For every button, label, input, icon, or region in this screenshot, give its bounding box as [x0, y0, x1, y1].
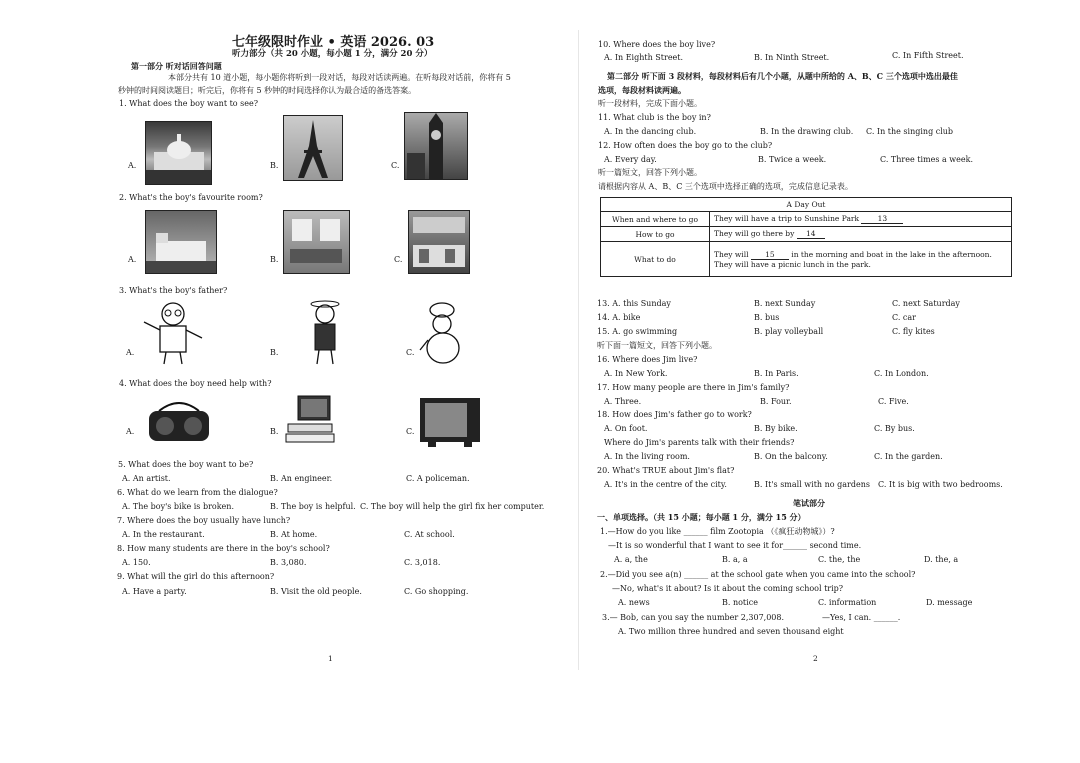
table-row	[601, 242, 1012, 277]
written-question-3-reply: —Yes, I can. ______.	[822, 613, 901, 622]
written-question-1-reply: —It is so wonderful that I want to see it for______ second time.	[608, 541, 862, 550]
q9-option-c: C. Go shopping.	[404, 587, 469, 596]
question-8: 8. How many students are there in the boy's school?	[117, 544, 330, 553]
q16-option-b: B. In Paris.	[754, 369, 799, 378]
q11-option-b: B. In the drawing club.	[760, 127, 854, 136]
w1-option-c: C. the, the	[818, 555, 861, 564]
question-17: 17. How many people are there in Jim's family?	[597, 383, 790, 392]
q15-option-a: 15. A. go swimming	[597, 327, 678, 336]
segment-3-instruction: 听下面一篇短文，回答下列小题。	[597, 341, 717, 350]
q3-option-a-label: A.	[126, 348, 135, 357]
q17-option-a: A. Three.	[604, 397, 642, 406]
question-18: 18. How does Jim's father go to work?	[597, 410, 752, 419]
question-19: Where do Jim's parents talk with their friends?	[604, 438, 795, 447]
q7-option-b: B. At home.	[270, 530, 318, 539]
q5-option-c: C. A policeman.	[406, 474, 470, 483]
row-label-when-where: When and where to go	[601, 212, 710, 227]
q16-option-c: C. In London.	[874, 369, 929, 378]
q18-option-b: B. By bike.	[754, 424, 798, 433]
q8-option-b: B. 3,080.	[270, 558, 307, 567]
row3-text-b: in the morning and boat in the lake in the afternoon.	[791, 249, 992, 259]
q11-option-c: C. In the singing club	[866, 127, 954, 136]
q3-option-b-label: B.	[270, 348, 279, 357]
q4-option-a-label: A.	[126, 427, 135, 436]
question-1: 1. What does the boy want to see?	[119, 99, 259, 108]
w2-option-c: C. information	[818, 598, 877, 607]
day-out-table	[600, 197, 1012, 277]
q4-option-b-label: B.	[270, 427, 279, 436]
q1-option-a-label: A.	[128, 161, 137, 170]
written-question-2: 2.—Did you see a(n) ______ at the school gate when you came into the school?	[600, 570, 916, 579]
table-title-row	[601, 198, 1012, 212]
q1-option-c-label: C.	[391, 161, 400, 170]
part1-instructions-2: 秒钟的时间阅读题目；听完后，你将有 5 秒钟的时间选择你认为最合适的备选答案。	[118, 86, 417, 95]
q17-option-c: C. Five.	[878, 397, 909, 406]
q20-option-c: C. It is big with two bedrooms.	[878, 480, 1003, 489]
q2-option-c-label: C.	[394, 255, 403, 264]
segment-1-instruction: 听一段材料，完成下面小题。	[598, 99, 702, 108]
q14-option-b: B. bus	[754, 313, 780, 322]
q3-option-c-label: C.	[406, 348, 415, 357]
row-label-how: How to go	[601, 227, 710, 242]
written-question-1: 1.—How do you like ______ film Zootopia （《疯狂动物城》）?	[600, 527, 835, 536]
q19-option-a: A. In the living room.	[604, 452, 690, 461]
q10-option-c: C. In Fifth Street.	[892, 51, 964, 60]
q13-option-c: C. next Saturday	[892, 299, 960, 308]
q16-option-a: A. In New York.	[604, 369, 668, 378]
q8-option-a: A. 150.	[122, 558, 151, 567]
question-16: 16. Where does Jim live?	[597, 355, 698, 364]
tv-image	[418, 396, 482, 448]
w1-option-d: D. the, a	[924, 555, 959, 564]
part2-instructions-1: 第二部分 听下面 3 段材料，每段材料后有几个小题，从题中所给的 A、B、C 三个选项中选出最佳	[607, 71, 958, 81]
q20-option-b: B. It's small with no gardens	[754, 480, 870, 489]
q10-option-a: A. In Eighth Street.	[604, 53, 684, 62]
q4-option-c-label: C.	[406, 427, 415, 436]
waiter-cartoon	[303, 300, 349, 366]
page-fold	[578, 30, 579, 670]
q13-option-a: 13. A. this Sunday	[597, 299, 671, 308]
listening-subtitle: 听力部分（共 20 小题，每小题 1 分，满分 20 分）	[232, 49, 433, 59]
row3-text-2: They will have a picnic lunch in the park.	[714, 259, 871, 269]
capitol-building-photo	[145, 121, 212, 185]
q2-option-b-label: B.	[270, 255, 279, 264]
w1-option-b: B. a, a	[722, 555, 748, 564]
living-room-photo	[283, 210, 350, 274]
q15-option-c: C. fly kites	[892, 327, 935, 336]
exam-title: 七年级限时作业 • 英语 2026. 03	[232, 35, 435, 50]
question-2: 2. What's the boy's favourite room?	[119, 193, 263, 202]
q20-option-a: A. It's in the centre of the city.	[604, 480, 727, 489]
written-question-2-reply: —No, what's it about? Is it about the coming school trip?	[612, 584, 844, 593]
part1-title: 第一部分 听对话回答问题	[131, 61, 222, 71]
row-content-what	[710, 242, 1012, 277]
q13-option-b: B. next Sunday	[754, 299, 816, 308]
q19-option-c: C. In the garden.	[874, 452, 943, 461]
q12-option-a: A. Every day.	[604, 155, 657, 164]
written-section-title: 笔试部分	[793, 498, 825, 508]
blank-14: 14	[797, 229, 825, 239]
q15-option-b: B. play volleyball	[754, 327, 824, 336]
q12-option-b: B. Twice a week.	[758, 155, 827, 164]
radio-image	[145, 395, 213, 445]
w1-option-a: A. a, the	[614, 555, 648, 564]
w2-option-b: B. notice	[722, 598, 758, 607]
eiffel-tower-photo	[283, 115, 343, 181]
table-row	[601, 227, 1012, 242]
q1-option-b-label: B.	[270, 161, 279, 170]
q12-option-c: C. Three times a week.	[880, 155, 974, 164]
table-row	[601, 212, 1012, 227]
q10-option-b: B. In Ninth Street.	[754, 53, 830, 62]
q6-option-a: A. The boy's bike is broken.	[122, 502, 234, 511]
row1-text: They will have a trip to Sunshine Park	[714, 214, 860, 223]
q18-option-c: C. By bus.	[874, 424, 915, 433]
page-number-1: 1	[328, 654, 333, 663]
q17-option-b: B. Four.	[760, 397, 792, 406]
row-label-what: What to do	[601, 242, 710, 277]
q11-option-a: A. In the dancing club.	[604, 127, 697, 136]
q19-option-b: B. On the balcony.	[754, 452, 828, 461]
q18-option-a: A. On foot.	[604, 424, 648, 433]
question-4: 4. What does the boy need help with?	[119, 379, 272, 388]
q2-option-a-label: A.	[128, 255, 137, 264]
question-3: 3. What's the boy's father?	[119, 286, 228, 295]
question-7: 7. Where does the boy usually have lunch?	[117, 516, 291, 525]
q5-option-a: A. An artist.	[122, 474, 171, 483]
big-ben-photo	[404, 112, 468, 180]
q14-option-a: 14. A. bike	[597, 313, 641, 322]
row3-text-a: They will	[714, 249, 749, 259]
segment-2-instruction: 听一篇短文，回答下列小题。	[598, 168, 702, 177]
chef-cartoon	[418, 302, 468, 368]
row2-text: They will go there by	[714, 229, 795, 238]
w2-option-d: D. message	[926, 598, 973, 607]
part2-instructions-2: 选项，每段材料读两遍。	[598, 85, 686, 95]
q9-option-a: A. Have a party.	[122, 587, 187, 596]
question-5: 5. What does the boy want to be?	[118, 460, 254, 469]
question-11: 11. What club is the boy in?	[598, 113, 711, 122]
table-instruction: 请根据内容从 A、B、C 三个选项中选择正确的选项，完成信息记录表。	[598, 182, 853, 191]
question-10: 10. Where does the boy live?	[598, 40, 716, 49]
page-number-2: 2	[813, 654, 818, 663]
q7-option-c: C. At school.	[404, 530, 455, 539]
doctor-cartoon	[140, 300, 206, 366]
question-6: 6. What do we learn from the dialogue?	[117, 488, 278, 497]
question-12: 12. How often does the boy go to the club?	[598, 141, 773, 150]
q9-option-b: B. Visit the old people.	[270, 587, 362, 596]
table-title: A Day Out	[601, 198, 1012, 212]
kitchen-photo	[408, 210, 470, 274]
row-content-how	[710, 227, 1012, 242]
q8-option-c: C. 3,018.	[404, 558, 441, 567]
w2-option-a: A. news	[618, 598, 650, 607]
row-content-when-where	[710, 212, 1012, 227]
part1-instructions-1: 本部分共有 10 道小题，每小题你将听到一段对话，每段对话读两遍。在听每段对话前，你将有 5	[168, 73, 511, 82]
computer-image	[284, 394, 336, 446]
q7-option-a: A. In the restaurant.	[122, 530, 205, 539]
question-9: 9. What will the girl do this afternoon?	[117, 572, 275, 581]
q6-option-c: C. The boy will help the girl fix her computer.	[360, 502, 545, 511]
question-20: 20. What's TRUE about Jim's flat?	[597, 466, 735, 475]
bedroom-photo	[145, 210, 217, 274]
q14-option-c: C. car	[892, 313, 916, 322]
written-question-3: 3.— Bob, can you say the number 2,307,008.	[602, 613, 785, 622]
q5-option-b: B. An engineer.	[270, 474, 333, 483]
q6-option-b: B. The boy is helpful.	[270, 502, 356, 511]
w3-option-a: A. Two million three hundred and seven thousand eight	[618, 627, 844, 636]
blank-13: 13	[861, 214, 903, 224]
blank-15: 15	[751, 250, 789, 260]
section-1-title: 一、单项选择。（共 15 小题；每小题 1 分，满分 15 分）	[597, 512, 806, 522]
